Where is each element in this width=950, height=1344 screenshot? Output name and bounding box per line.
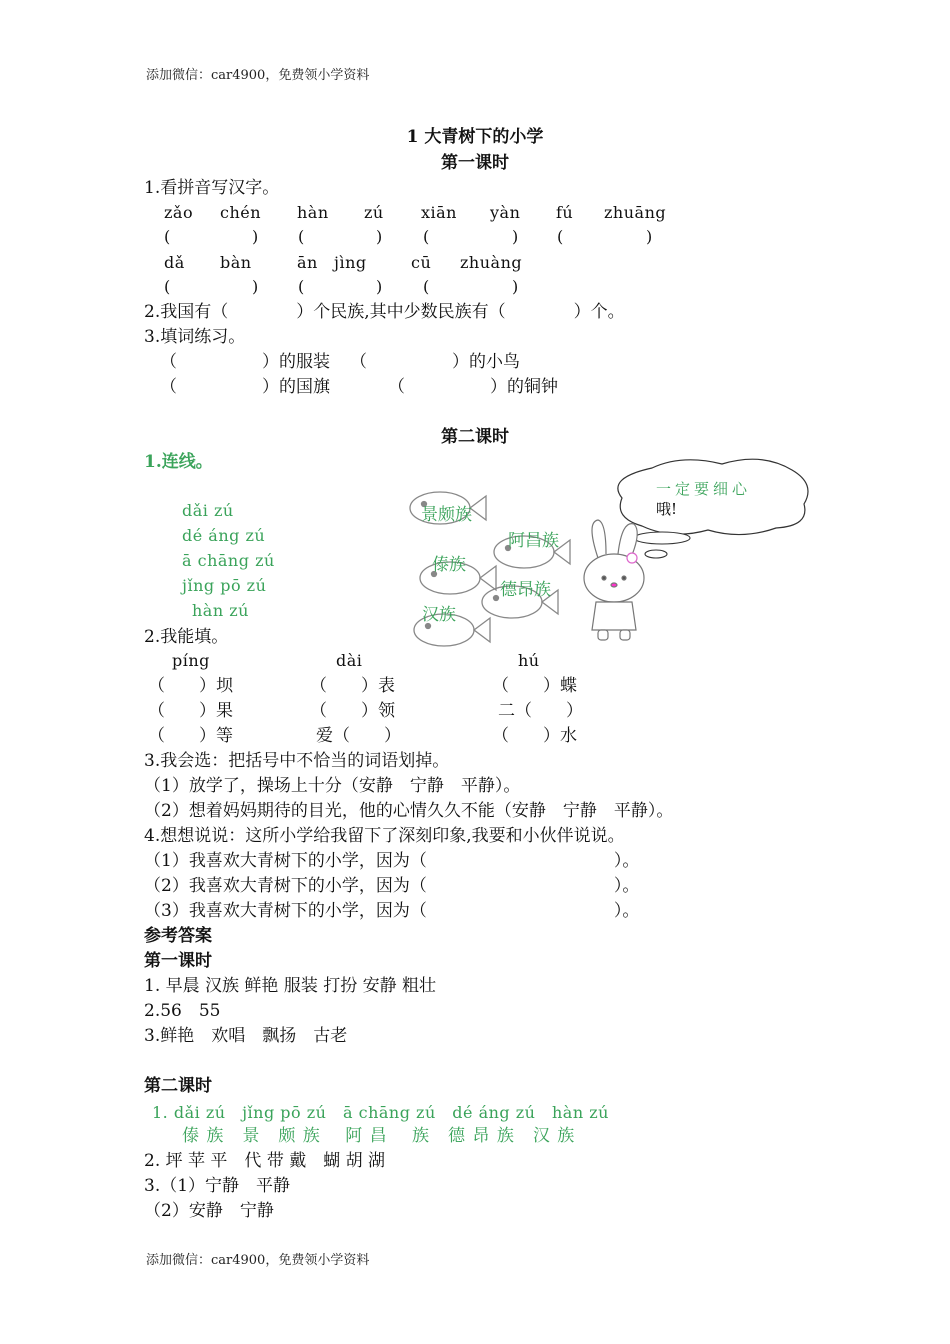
- l2-q4-item: （2）我喜欢大青树下的小学，因为（ ）。: [144, 876, 640, 896]
- l2-q4-item: （3）我喜欢大青树下的小学，因为（ ）。: [144, 901, 640, 921]
- fill-pinyin: dài: [336, 651, 363, 670]
- answer-line: 1. 早晨 汉族 鲜艳 服装 打扮 安静 粗壮: [144, 976, 437, 996]
- pinyin: fú: [556, 203, 574, 222]
- fish-name: 傣族: [432, 555, 466, 575]
- answer-line: 3.鲜艳 欢唱 飘扬 古老: [144, 1026, 348, 1046]
- fill-cell: （ ）蝶: [492, 676, 577, 696]
- paren: (: [164, 227, 171, 246]
- bubble-text: 哦!: [656, 500, 678, 518]
- pinyin-item: hàn zú: [192, 601, 249, 620]
- fill-cell: （ ）等: [148, 726, 233, 746]
- fill-cell: （ ）果: [148, 701, 233, 721]
- paren: ): [252, 277, 259, 296]
- paren: ): [376, 227, 383, 246]
- fill-cell: 二（ ）: [498, 701, 583, 721]
- paren: (: [298, 227, 305, 246]
- pinyin: hàn: [297, 203, 329, 222]
- pinyin: dǎ: [164, 253, 185, 272]
- paren: (: [423, 277, 430, 296]
- fill-pinyin: píng: [172, 651, 210, 670]
- pinyin: xiān: [421, 203, 457, 222]
- paren: (: [164, 277, 171, 296]
- fill-item: （ ）的小鸟: [350, 352, 520, 372]
- lesson1-heading: 第一课时: [441, 153, 509, 173]
- bubble-text: 一定要细心: [656, 480, 752, 498]
- pinyin-item: dé áng zú: [182, 526, 266, 545]
- answer-line: 3.（1）宁静 平静: [144, 1176, 291, 1196]
- pinyin-item: ā chāng zú: [182, 551, 275, 570]
- answers-heading: 参考答案: [144, 926, 212, 946]
- answers-l2-heading: 第二课时: [144, 1076, 212, 1096]
- fill-cell: （ ）水: [492, 726, 577, 746]
- lesson2-heading: 第二课时: [441, 427, 509, 447]
- fish-name: 景颇族: [421, 505, 472, 525]
- pinyin: chén: [220, 203, 262, 222]
- fill-item: （ ）的服装: [160, 352, 330, 372]
- pinyin: zhuàng: [460, 253, 523, 272]
- l1-q2: 2.我国有（ ）个民族,其中少数民族有（ ）个。: [144, 302, 625, 322]
- answer-line: 2. 坪 苹 平 代 带 戴 蝴 胡 湖: [144, 1151, 386, 1171]
- cartoon-bunny-icon: [576, 518, 656, 648]
- fish-name: 德昂族: [500, 580, 551, 600]
- page-title: 1 大青树下的小学: [406, 127, 544, 147]
- fish-name: 阿昌族: [508, 531, 559, 551]
- l1-q1: 1.看拼音写汉字。: [144, 178, 280, 198]
- fill-cell: （ ）坝: [148, 676, 233, 696]
- paren: ): [512, 277, 519, 296]
- fill-cell: （ ）表: [310, 676, 395, 696]
- pinyin: bàn: [220, 253, 252, 272]
- l2-q3: 3.我会选：把括号中不恰当的词语划掉。: [144, 751, 450, 771]
- answer-line: 傣 族 景 颇 族 阿 昌 族 德 昂 族 汉 族: [182, 1126, 576, 1146]
- fill-pinyin: hú: [518, 651, 540, 670]
- l2-q1: 1.连线。: [144, 452, 213, 472]
- paren: ): [646, 227, 653, 246]
- fill-cell: 爱（ ）: [316, 726, 401, 746]
- answer-line: （2）安静 宁静: [144, 1201, 274, 1221]
- paren: (: [423, 227, 430, 246]
- l2-q2: 2.我能填。: [144, 627, 229, 647]
- paren: (: [298, 277, 305, 296]
- fill-item: （ ）的国旗: [160, 377, 330, 397]
- pinyin: zhuāng: [604, 203, 667, 222]
- pinyin: jìng: [334, 253, 367, 272]
- l2-q3-item: （2）想着妈妈期待的目光，他的心情久久不能（安静 宁静 平静）。: [144, 801, 674, 821]
- pinyin: zú: [364, 203, 384, 222]
- pinyin: cū: [411, 253, 432, 272]
- pinyin: ān: [297, 253, 318, 272]
- l1-q3: 3.填词练习。: [144, 327, 246, 347]
- paren: ): [252, 227, 259, 246]
- paren: ): [376, 277, 383, 296]
- paren: ): [512, 227, 519, 246]
- l2-q3-item: （1）放学了，操场上十分（安静 宁静 平静）。: [144, 776, 521, 796]
- fish-name: 汉族: [422, 605, 456, 625]
- l2-q4-item: （1）我喜欢大青树下的小学，因为（ ）。: [144, 851, 640, 871]
- l2-q4: 4.想想说说：这所小学给我留下了深刻印象,我要和小伙伴说说。: [144, 826, 625, 846]
- paren: (: [557, 227, 564, 246]
- pinyin: yàn: [490, 203, 521, 222]
- answer-line: 2.56 55: [144, 1001, 221, 1021]
- pinyin-item: dǎi zú: [182, 501, 234, 520]
- answer-line: 1. dǎi zú jǐng pō zú ā chāng zú dé áng zú hàn zú: [152, 1103, 609, 1122]
- page-header: 添加微信：car4900，免费领小学资料: [146, 68, 370, 83]
- pinyin-item: jǐng pō zú: [182, 576, 267, 595]
- fill-item: （ ）的铜钟: [388, 377, 558, 397]
- answers-l1-heading: 第一课时: [144, 951, 212, 971]
- pinyin: zǎo: [164, 203, 194, 222]
- fill-cell: （ ）领: [310, 701, 395, 721]
- page-footer: 添加微信：car4900，免费领小学资料: [146, 1253, 370, 1268]
